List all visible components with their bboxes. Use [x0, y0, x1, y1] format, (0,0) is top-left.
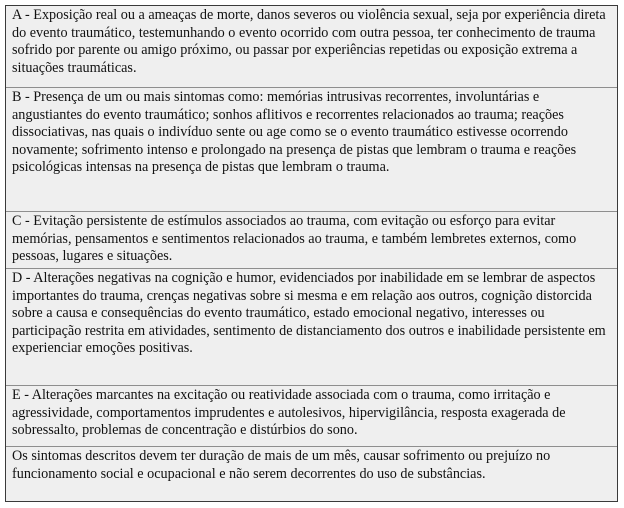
- criterion-e-row: [6, 385, 617, 446]
- criterion-c-paragraph: [12, 212, 611, 266]
- criterion-letter: C: [12, 213, 22, 229]
- criterion-b-paragraph: [12, 88, 611, 177]
- criterion-text: - Alterações negativas na cognição e humor, evidenciados por inabilidade em se lembrar de aspectos importantes do trauma, crenças negativas sobre si mesma e em relação aos outros, cognição distorcida sobre a causa e consequências do evento traumático, estado emocional negativo, interesses ou participação restrita em atividades, sentimento de distanciamento dos outros e inabilidade persistente em experienciar emoções positivas.: [12, 270, 606, 357]
- criterion-e-paragraph: [12, 386, 611, 440]
- criterion-a-paragraph: [12, 6, 611, 77]
- criterion-b-row: [6, 87, 617, 211]
- criterion-a-row: [6, 6, 617, 87]
- criterion-letter: E: [12, 387, 21, 403]
- closing-note: Os sintomas descritos devem ter duração de mais de um mês, causar sofrimento ou prejuízo no funcionamento social e ocupacional e não serem decorrentes do uso de substâncias.: [12, 448, 551, 482]
- criterion-text: - Exposição real ou a ameaças de morte, danos severos ou violência sexual, seja por experiência direta do evento traumático, testemunhando o evento ocorrido com outra pessoa, ter conhecimento de trauma sofrido por parente ou amigo próximo, ou passar por experiências repetidas ou exposição extrema a situações traumáticas.: [12, 7, 606, 76]
- criterion-letter: B: [12, 89, 22, 105]
- criterion-d-row: [6, 268, 617, 385]
- criterion-c-row: [6, 211, 617, 268]
- criterion-letter: D: [12, 270, 23, 286]
- criterion-text: - Evitação persistente de estímulos associados ao trauma, com evitação ou esforço para evitar memórias, pensamentos e sentimentos relacionados ao trauma, e também lembretes externos, como pessoas, lugares e situações.: [12, 213, 577, 265]
- criterion-text: - Alterações marcantes na excitação ou reatividade associada com o trauma, como irritação e agressividade, comportamentos imprudentes e autolesivos, hipervigilância, resposta exagerada de sobressalto, problemas de concentração e distúrbios do sono.: [12, 387, 566, 439]
- criteria-table: [5, 5, 618, 502]
- criterion-d-paragraph: [12, 269, 611, 358]
- closing-note-row: [6, 446, 617, 503]
- criterion-text: - Presença de um ou mais sintomas como: memórias intrusivas recorrentes, involuntárias e angustiantes do evento traumático; sonhos aflitivos e recorrentes relacionados ao trauma; reações dissociativas, nas quais o indivíduo sente ou age como se o evento traumático estivesse ocorrendo novamente; sofrimento intenso e prolongado na presença de pistas que lembram o trauma e reações psicológicas intensas na presença de pistas que lembram o trauma.: [12, 89, 577, 176]
- criterion-letter: A: [12, 7, 22, 23]
